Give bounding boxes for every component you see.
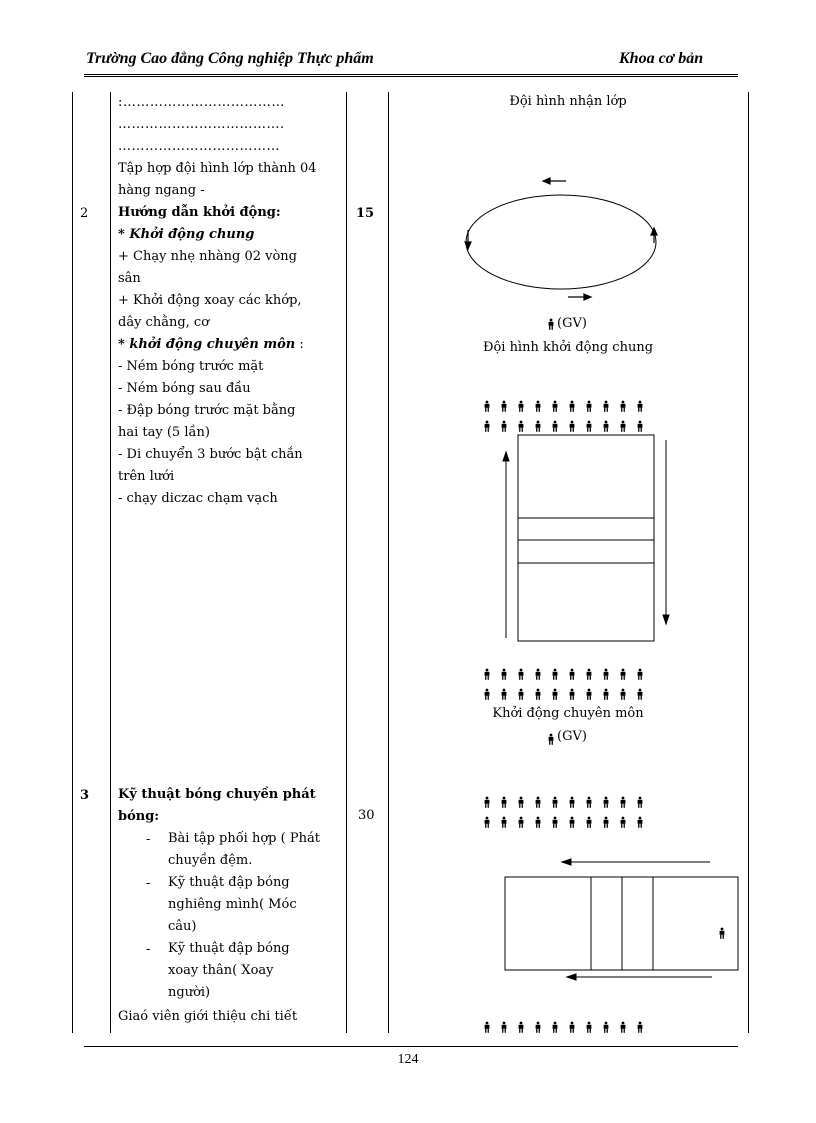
standing-person-icon xyxy=(604,669,609,680)
section-heading: bóng: xyxy=(118,809,160,824)
standing-person-icon xyxy=(604,401,609,412)
section-heading: Kỹ thuật bóng chuyền phát xyxy=(118,787,316,802)
row-time: 15 xyxy=(356,206,375,221)
standing-person-icon xyxy=(621,421,626,432)
continuation-dots-1: :……………………………… xyxy=(118,95,285,110)
list-item-line: Kỹ thuật đập bóng xyxy=(168,941,290,956)
teacher-label: (GV) xyxy=(557,729,587,744)
standing-person-icon xyxy=(587,401,592,412)
footer-rule xyxy=(84,1046,738,1047)
standing-person-icon xyxy=(536,1022,541,1033)
standing-person-icon xyxy=(570,1022,575,1033)
standing-person-icon xyxy=(553,421,558,432)
standing-person-icon xyxy=(553,669,558,680)
content-line: - chạy diczac chạm vạch xyxy=(118,491,278,506)
standing-person-icon xyxy=(502,689,507,700)
standing-person-icon xyxy=(553,797,558,808)
continuation-dots-2: ………………………………. xyxy=(118,117,285,132)
teacher-icon xyxy=(720,928,725,939)
standing-person-icon xyxy=(519,817,524,828)
list-item-line: câu) xyxy=(168,919,197,934)
sub-heading: * khởi động chuyên môn xyxy=(118,337,296,352)
standing-person-icon xyxy=(638,689,643,700)
content-line: - Di chuyển 3 bước bật chắn xyxy=(118,447,303,462)
standing-person-icon xyxy=(519,401,524,412)
teacher-icon xyxy=(549,319,554,330)
standing-person-icon xyxy=(604,1022,609,1033)
standing-person-icon xyxy=(519,689,524,700)
standing-person-icon xyxy=(587,797,592,808)
content-line: hai tay (5 lần) xyxy=(118,425,210,440)
standing-person-icon xyxy=(549,734,554,745)
content-line: dây chằng, cơ xyxy=(118,315,210,330)
standing-person-icon xyxy=(604,797,609,808)
standing-person-icon xyxy=(519,1022,524,1033)
standing-person-icon xyxy=(536,797,541,808)
standing-person-icon xyxy=(587,817,592,828)
header-school-name: Trường Cao đẳng Công nghiệp Thực phẩm xyxy=(86,50,374,67)
standing-person-icon xyxy=(553,1022,558,1033)
direction-arrows xyxy=(503,440,669,638)
student-rows-bottom xyxy=(485,1022,643,1033)
student-rows-top xyxy=(485,401,643,432)
content-line: - Ném bóng sau đầu xyxy=(118,381,251,396)
standing-person-icon xyxy=(502,817,507,828)
standing-person-icon xyxy=(621,401,626,412)
list-item-line: nghiêng mình( Móc xyxy=(168,897,297,912)
standing-person-icon xyxy=(604,421,609,432)
diagram-title-general-warmup: Đội hình khởi động chung xyxy=(482,340,654,355)
standing-person-icon xyxy=(587,1022,592,1033)
standing-person-icon xyxy=(621,1022,626,1033)
list-item-line: người) xyxy=(168,985,211,1000)
standing-person-icon xyxy=(536,421,541,432)
standing-person-icon xyxy=(587,421,592,432)
standing-person-icon xyxy=(485,401,490,412)
volleyball-court xyxy=(518,435,654,641)
student-rows-bottom xyxy=(485,669,643,700)
continuation-dots-3: ……………………………… xyxy=(118,139,280,154)
bullet-dash: - xyxy=(146,942,151,957)
standing-person-icon xyxy=(621,797,626,808)
standing-person-icon xyxy=(536,401,541,412)
standing-person-icon xyxy=(502,669,507,680)
content-line: Tập hợp đội hình lớp thành 04 xyxy=(118,161,317,176)
list-item-line: chuyền đệm. xyxy=(168,853,253,868)
standing-person-icon xyxy=(553,689,558,700)
content-line: hàng ngang - xyxy=(118,183,205,198)
standing-person-icon xyxy=(604,817,609,828)
content-line: - Đập bóng trước mặt bằng xyxy=(118,403,296,418)
section-heading: Hướng dẫn khởi động: xyxy=(118,205,281,220)
standing-person-icon xyxy=(638,817,643,828)
diagram-title-specialized-warmup: Khởi động chuyên môn xyxy=(492,706,644,721)
list-item-line: Bài tập phối hợp ( Phát xyxy=(168,831,320,846)
student-rows-top xyxy=(485,797,643,828)
standing-person-icon xyxy=(502,401,507,412)
standing-person-icon xyxy=(536,689,541,700)
content-line: - Ném bóng trước mặt xyxy=(118,359,264,374)
standing-person-icon xyxy=(485,1022,490,1033)
row-number: 2 xyxy=(80,206,89,221)
page-number: 124 xyxy=(397,1052,419,1067)
sub-heading: * Khởi động chung xyxy=(118,227,255,242)
standing-person-icon xyxy=(587,669,592,680)
row-number: 3 xyxy=(80,788,90,803)
standing-person-icon xyxy=(570,797,575,808)
standing-person-icon xyxy=(485,421,490,432)
standing-person-icon xyxy=(638,421,643,432)
bullet-dash: - xyxy=(146,876,151,891)
standing-person-icon xyxy=(519,421,524,432)
standing-person-icon xyxy=(549,319,554,330)
content-line: + Chạy nhẹ nhàng 02 vòng xyxy=(118,249,298,264)
standing-person-icon xyxy=(638,669,643,680)
standing-person-icon xyxy=(570,669,575,680)
oval-running-track xyxy=(466,195,656,289)
content-line: Giaó viên giới thiệu chi tiết xyxy=(118,1009,298,1024)
list-item-line: xoay thân( Xoay xyxy=(168,963,274,978)
content-line: sân xyxy=(118,271,141,286)
standing-person-icon xyxy=(502,797,507,808)
standing-person-icon xyxy=(570,401,575,412)
standing-person-icon xyxy=(502,421,507,432)
content-line: : xyxy=(295,337,304,352)
standing-person-icon xyxy=(485,797,490,808)
standing-person-icon xyxy=(519,797,524,808)
standing-person-icon xyxy=(485,669,490,680)
standing-person-icon xyxy=(519,669,524,680)
standing-person-icon xyxy=(485,689,490,700)
standing-person-icon xyxy=(502,1022,507,1033)
row-time: 30 xyxy=(358,808,375,823)
list-item-line: Kỹ thuật đập bóng xyxy=(168,875,290,890)
standing-person-icon xyxy=(621,669,626,680)
standing-person-icon xyxy=(638,797,643,808)
diagram-title-receive-class: Đội hình nhận lớp xyxy=(509,94,627,109)
direction-arrows xyxy=(465,178,657,300)
standing-person-icon xyxy=(485,817,490,828)
standing-person-icon xyxy=(553,817,558,828)
standing-person-icon xyxy=(553,401,558,412)
volleyball-court-horizontal xyxy=(505,877,738,970)
teacher-label: (GV) xyxy=(557,316,587,331)
standing-person-icon xyxy=(638,1022,643,1033)
standing-person-icon xyxy=(570,817,575,828)
bullet-dash: - xyxy=(146,832,151,847)
content-line: + Khởi động xoay các khớp, xyxy=(118,293,302,308)
standing-person-icon xyxy=(587,689,592,700)
standing-person-icon xyxy=(536,817,541,828)
standing-person-icon xyxy=(604,689,609,700)
standing-person-icon xyxy=(621,689,626,700)
standing-person-icon xyxy=(621,817,626,828)
standing-person-icon xyxy=(720,928,725,939)
standing-person-icon xyxy=(638,401,643,412)
standing-person-icon xyxy=(570,689,575,700)
standing-person-icon xyxy=(570,421,575,432)
standing-person-icon xyxy=(536,669,541,680)
teacher-icon xyxy=(549,734,554,745)
header-department: Khoa cơ bản xyxy=(619,50,704,67)
content-line: trên lưới xyxy=(118,469,175,484)
